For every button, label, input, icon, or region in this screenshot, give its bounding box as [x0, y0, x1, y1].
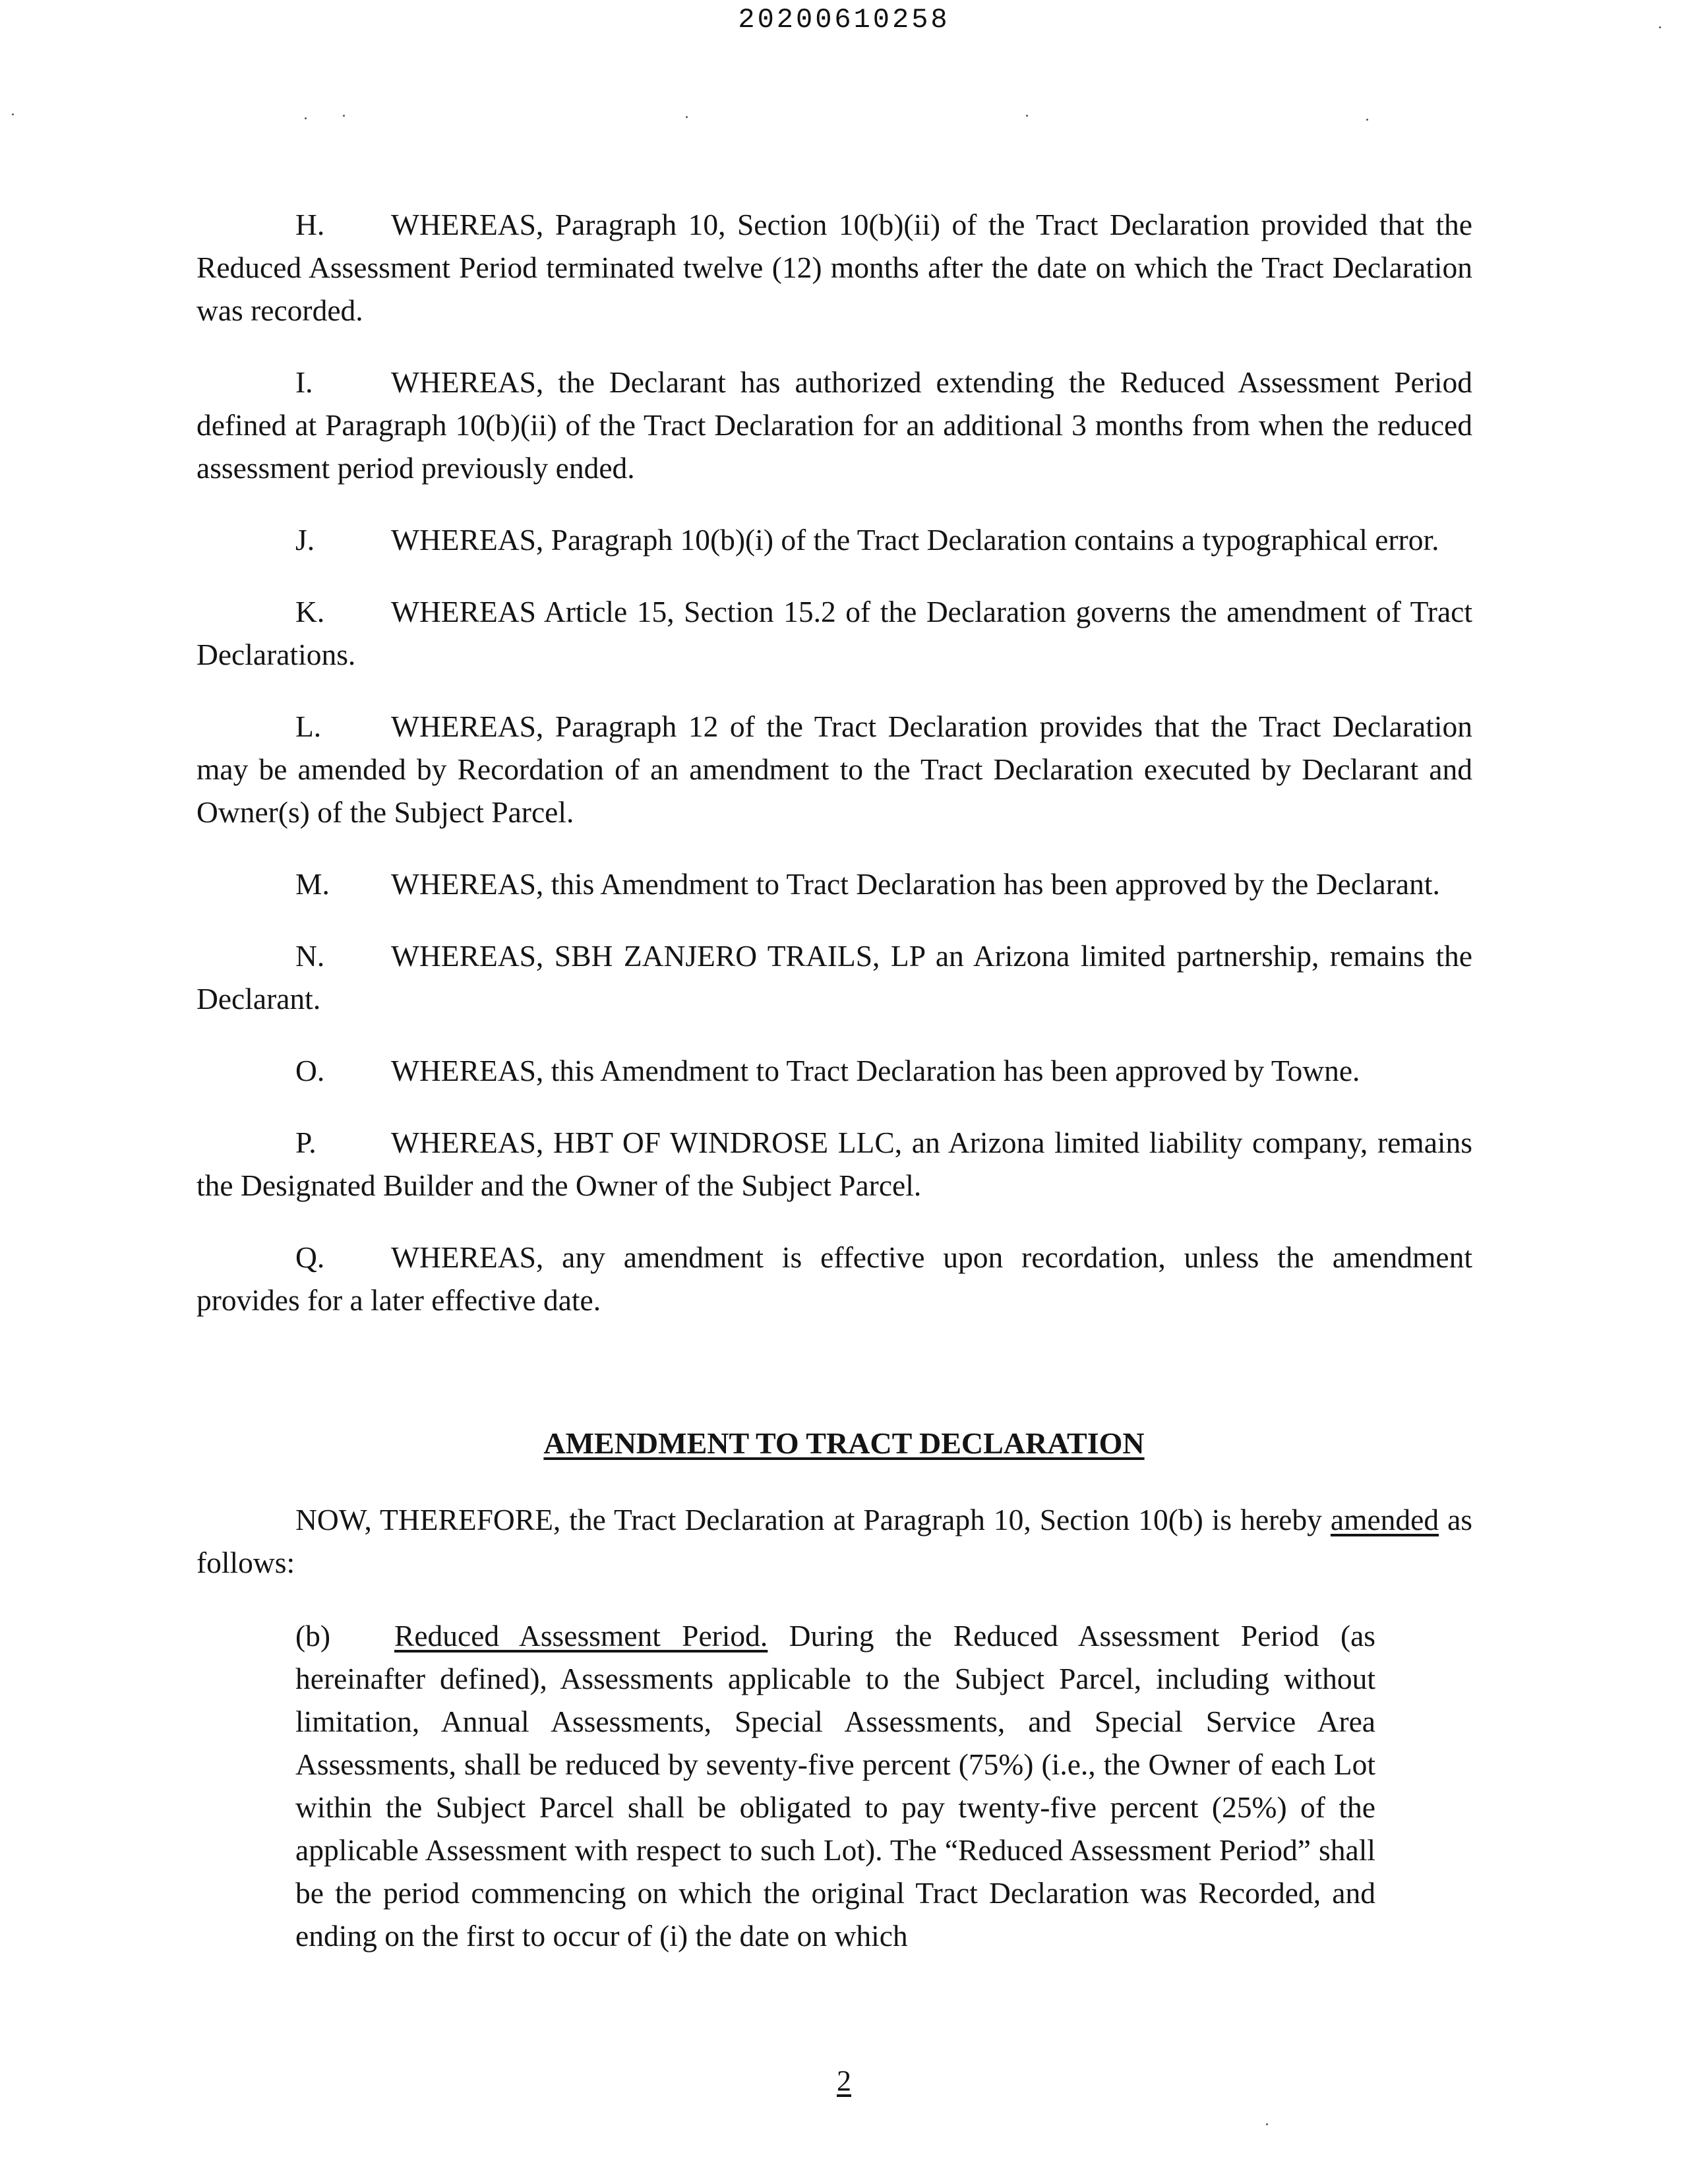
section-b-body: During the Reduced Assessment Period (as hereinafter defined), Assessments applicable to the Subject Parcel, including without limitation, Annual Assessments, Special Assessments, and Special Service Area Assessments, shall be reduced by seventy-five percent (75%) (i.e., the Owner of each Lot within the Subject Parcel shall be obligated to pay twenty-five percent (25%) of the applicable Assessment with respect to such Lot). The “Reduced Assessment Period” shall be the period commencing on which the original Tract Declaration was Recorded, and ending on the first to occur of (i) the date on which — [295, 1619, 1376, 1953]
recital-text: WHEREAS, Paragraph 12 of the Tract Declaration provides that the Tract Declaration may be amended by Recordation of an amendment to the Tract Declaration executed by Declarant and Owner(s) of the Subject Parcel. — [196, 710, 1472, 829]
scan-speck — [1026, 115, 1028, 117]
recital-letter: N. — [295, 939, 325, 973]
recital-text: WHEREAS, the Declarant has authorized extending the Reduced Assessment Period defined at Paragraph 10(b)(ii) of the Tract Declaration for an additional 3 months from when the reduced assessment period previously ended. — [196, 365, 1472, 485]
recitals — [196, 203, 1472, 1321]
recital-h — [196, 203, 1472, 332]
section-b-label: (b) — [295, 1619, 331, 1653]
scan-speck — [686, 116, 688, 118]
document-number: 20200610258 — [738, 4, 950, 36]
recital-text: WHEREAS, this Amendment to Tract Declaration has been approved by the Declarant. — [391, 867, 1440, 901]
recital-m — [196, 863, 1472, 905]
now-therefore-lead: NOW, THEREFORE, the Tract Declaration at Paragraph 10, Section 10(b) is hereby — [295, 1503, 1322, 1536]
scan-speck — [1266, 2123, 1268, 2125]
recital-n — [196, 934, 1472, 1020]
page-number: 2 — [837, 2065, 851, 2097]
recital-q — [196, 1236, 1472, 1321]
section-b-title: Reduced Assessment Period. — [394, 1619, 768, 1653]
now-therefore-paragraph — [196, 1498, 1472, 1584]
recital-text: WHEREAS, Paragraph 10(b)(i) of the Tract Declaration contains a typographical error. — [391, 523, 1439, 557]
scan-speck — [343, 115, 345, 117]
recital-i — [196, 361, 1472, 489]
section-b-text — [295, 1614, 1375, 1957]
recital-letter: L. — [295, 710, 322, 743]
recital-letter: Q. — [295, 1240, 325, 1274]
recital-l — [196, 705, 1472, 834]
scan-speck — [1659, 26, 1661, 28]
section-b-block — [295, 1614, 1375, 1957]
recital-o — [196, 1049, 1472, 1092]
recital-text: WHEREAS, any amendment is effective upon recordation, unless the amendment provides for a later effective date. — [196, 1240, 1472, 1317]
recital-letter: I. — [295, 365, 313, 399]
scan-speck — [305, 117, 307, 119]
recital-letter: K. — [295, 595, 325, 628]
recital-letter: J. — [295, 523, 315, 557]
recital-letter: O. — [295, 1054, 325, 1087]
recital-j — [196, 518, 1472, 561]
recital-text: WHEREAS, this Amendment to Tract Declaration has been approved by Towne. — [391, 1054, 1360, 1087]
section-heading: AMENDMENT TO TRACT DECLARATION — [543, 1426, 1145, 1460]
recital-letter: M. — [295, 867, 330, 901]
amended-word: amended — [1330, 1503, 1439, 1536]
scan-speck — [1366, 119, 1368, 121]
recital-text: WHEREAS Article 15, Section 15.2 of the Declaration governs the amendment of Tract Declarations. — [196, 595, 1472, 671]
scan-speck — [12, 113, 14, 115]
recital-letter: H. — [295, 208, 325, 241]
now-therefore-text — [196, 1498, 1472, 1584]
recital-text: WHEREAS, SBH ZANJERO TRAILS, LP an Arizona limited partnership, remains the Declarant. — [196, 939, 1472, 1016]
recital-text: WHEREAS, HBT OF WINDROSE LLC, an Arizona limited liability company, remains the Designated Builder and the Owner of the Subject Parcel. — [196, 1126, 1472, 1202]
recital-letter: P. — [295, 1126, 316, 1159]
recital-k — [196, 590, 1472, 676]
recital-p — [196, 1121, 1472, 1207]
now-therefore-tail: as follows: — [196, 1503, 1473, 1579]
recital-text: WHEREAS, Paragraph 10, Section 10(b)(ii) of the Tract Declaration provided that the Reduced Assessment Period terminated twelve (12) months after the date on which the Tract Declaration was recorded. — [196, 208, 1472, 327]
